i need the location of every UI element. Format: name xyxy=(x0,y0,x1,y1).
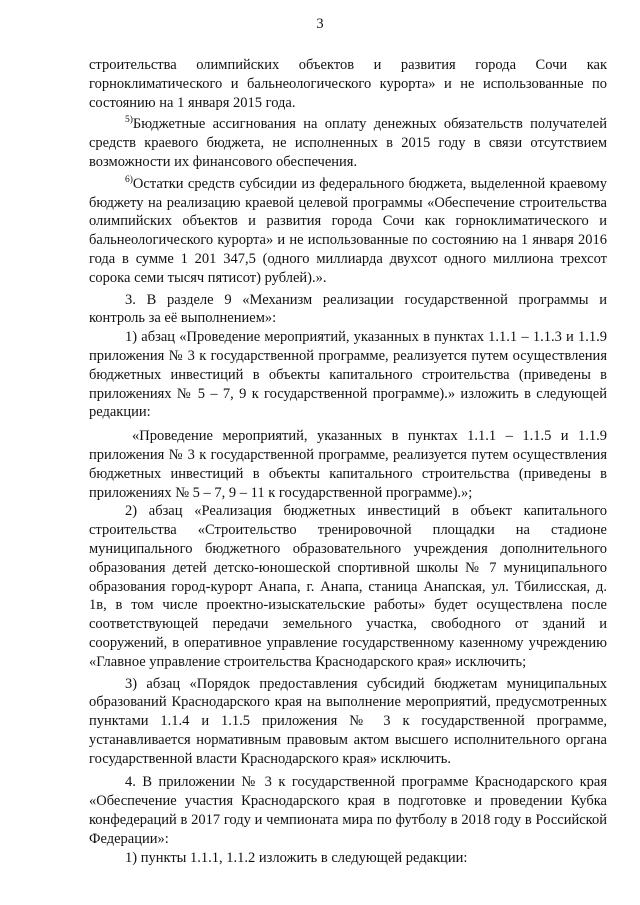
sub-item-1: 1) абзац «Проведение мероприятий, указанных в пунктах 1.1.1 – 1.1.3 и 1.1.9 приложения № 3 к государственной программе, реализуется путем осуществления бюджетных инвестиций в объекты капитального строительства (приведены в приложениях № 5 – 7, 9 к государственной программе).» изложить в следующей редакции: xyxy=(89,329,607,421)
sub-item-4-1: 1) пункты 1.1.1, 1.1.2 изложить в следующей редакции: xyxy=(125,849,468,866)
footnote-marker: 6) xyxy=(125,174,133,185)
footnote-6 xyxy=(89,175,607,288)
section-item-3: 3. В разделе 9 «Механизм реализации государственной программы и контроль за её выполнением»: xyxy=(89,291,607,327)
footnote-text: Остатки средств субсидии из федерального бюджета, выделенной краевому бюджету на реализацию краевой целевой программы «Обеспечение строительства олимпийских объектов и развития города Сочи как горноклиматического и бальнеологического курорта» и не использованные по состоянию на 1 января 2016 года в сумме 1 201 347,5 (одного миллиарда двухсот одного миллиона трехсот сорока семи тысяч пятисот) рублей).». xyxy=(89,175,607,286)
footnote-text: Бюджетные ассигнования на оплату денежных обязательств получателей средств краевого бюджета, не исполненных в 2015 году в связи отсутствием возможности их финансового обеспечения. xyxy=(89,116,607,170)
sub-item-2: 2) абзац «Реализация бюджетных инвестиций в объект капитального строительства «Строительство тренировочной площадки на стадионе муниципального бюджетного образовательного учреждения дополнительного образования детей детско-юношеской спортивной школы № 7 муниципального образования город-курорт Анапа, г. Анапа, станица Анапская, ул. Тбилисская, д. 1в, в том числе проектно-изыскательские работы» будет осуществлена после соответствующей передачи земельного участка, свободного от зданий и сооружений, в оперативное управление государственному казенному учреждению «Главное управление строительства Краснодарского края» исключить; xyxy=(89,503,607,670)
page-number: 3 xyxy=(316,16,324,32)
paragraph-continuation: строительства олимпийских объектов и развития города Сочи как горноклиматического и бальнеологического курорта» и не использованные по состоянию на 1 января 2015 года. xyxy=(89,57,607,111)
sub-item-3: 3) абзац «Порядок предоставления субсидий бюджетам муниципальных образований Краснодарского края на выполнение мероприятий, предусмотренных пунктами 1.1.4 и 1.1.5 приложения № 3 к государственной программе, устанавливается нормативным правовым актом высшего исполнительного органа государственной власти Краснодарского края» исключить. xyxy=(89,675,607,767)
footnote-5 xyxy=(89,115,607,171)
footnote-marker: 5) xyxy=(125,115,133,126)
section-item-4: 4. В приложении № 3 к государственной программе Краснодарского края «Обеспечение участия Краснодарского края в подготовке и проведении Кубка конфедераций в 2017 году и чемпионата мира по футболу в 2018 году в Российской Федерации»: xyxy=(89,774,607,847)
document-body xyxy=(89,56,607,867)
new-wording-quote: «Проведение мероприятий, указанных в пунктах 1.1.1 – 1.1.5 и 1.1.9 приложения № 3 к государственной программе, реализуется путем осуществления бюджетных инвестиций в объекты капитального строительства (приведены в приложениях № 5 – 7, 9 – 11 к государственной программе).»; xyxy=(89,428,607,501)
